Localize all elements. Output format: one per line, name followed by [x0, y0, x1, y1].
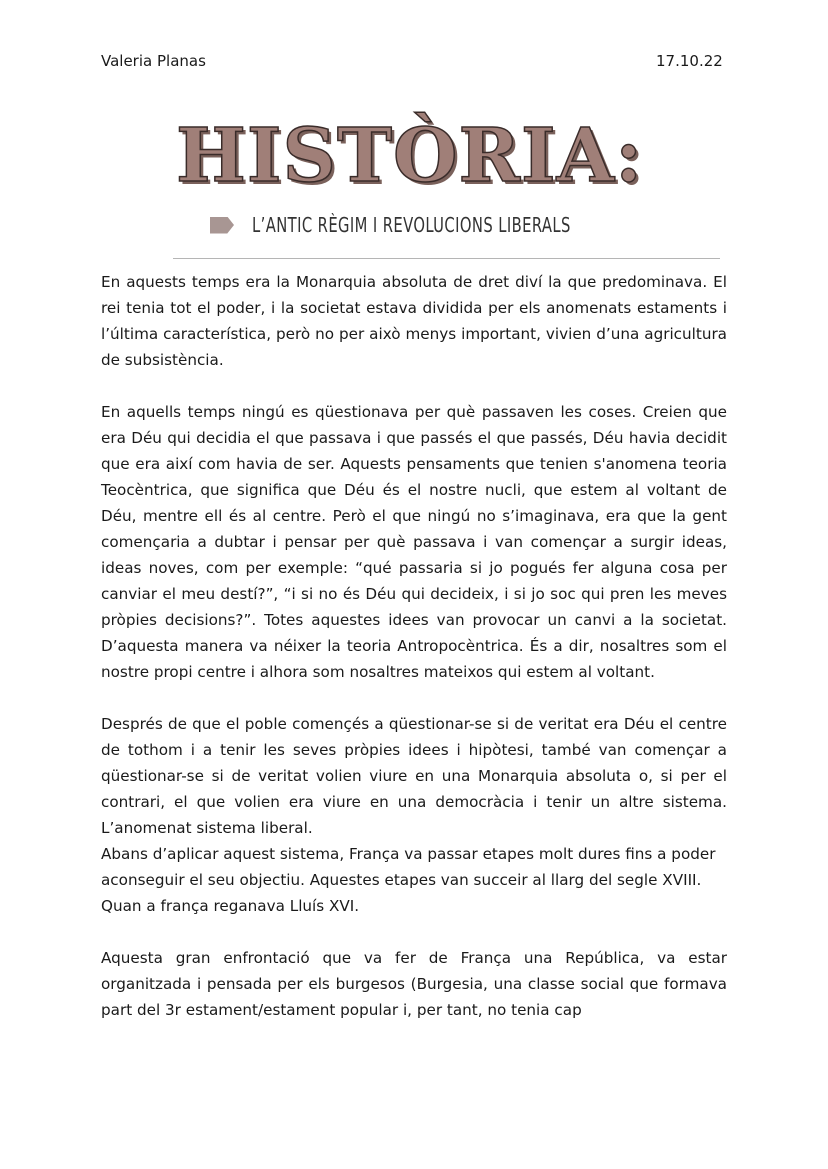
- paragraph-liberal-system: Després de que el poble començés a qüestionar-se si de veritat era Déu el centre de tothom i a tenir les seves pròpies idees i hipòtesi, també van començar a qüestionar-se si de veritat volien viure en una Monarquia absoluta o, si per el contrari, el que volien era viure en una democràcia i tenir un altre sistema. L’anomenat sistema liberal.: [101, 715, 727, 837]
- document-date: 17.10.22: [656, 52, 723, 70]
- author-name: Valeria Planas: [101, 52, 206, 70]
- arrow-tag-icon: [210, 217, 234, 234]
- paragraph-republic: Aquesta gran enfrontació que va fer de França una República, va estar organitzada i pensada per els burgesos (Burgesia, una classe social que formava part del 3r estament/estament popular i, per tant, no tenia cap: [101, 949, 727, 1019]
- title-divider: [173, 258, 720, 259]
- paragraph-theocentric: En aquells temps ningú es qüestionava per què passaven les coses. Creien que era Déu qui decidia el que passava i que passés el que passés, Déu havia decidit que era així com havia de ser. Aquests pensaments que tenien s'anomena teoria Teocèntrica, que significa que Déu és el nostre nucli, que estem al voltant de Déu, mentre ell és al centre. Però el que ningú no s’imaginava, era que la gent començaria a dubtar i pensar per què passava i van començar a surgir ideas, ideas noves, com per exemple: “qué passaria si jo pogués fer alguna cosa per canviar el meu destí?”, “i si no és Déu qui decideix, i si jo soc qui pren les meves pròpies decisions?”. Totes aquestes idees van provocar un canvi a la societat. D’aquesta manera va néixer la teoria Antropocèntrica. És a dir, nosaltres som el nostre propi centre i alhora som nosaltres mateixos qui estem al voltant.: [101, 403, 727, 681]
- paragraph-monarchy: En aquests temps era la Monarquia absoluta de dret diví la que predominava. El rei tenia tot el poder, i la societat estava dividida per els anomenats estaments i l’última característica, però no per això menys important, vivien d’una agricultura de subsistència.: [101, 273, 727, 369]
- document-subtitle: L’ANTIC RÈGIM I REVOLUCIONS LIBERALS: [252, 213, 571, 237]
- paragraph-france-stages: Abans d’aplicar aquest sistema, França va passar etapes molt dures fins a poder aconseguir el seu objectiu. Aquestes etapes van succeir al llarg del segle XVIII. Quan a frança reganava Lluís XVI.: [101, 845, 716, 915]
- document-title: HISTÒRIA:: [176, 113, 644, 199]
- document-body: [101, 269, 727, 1023]
- subtitle-row: [210, 208, 641, 242]
